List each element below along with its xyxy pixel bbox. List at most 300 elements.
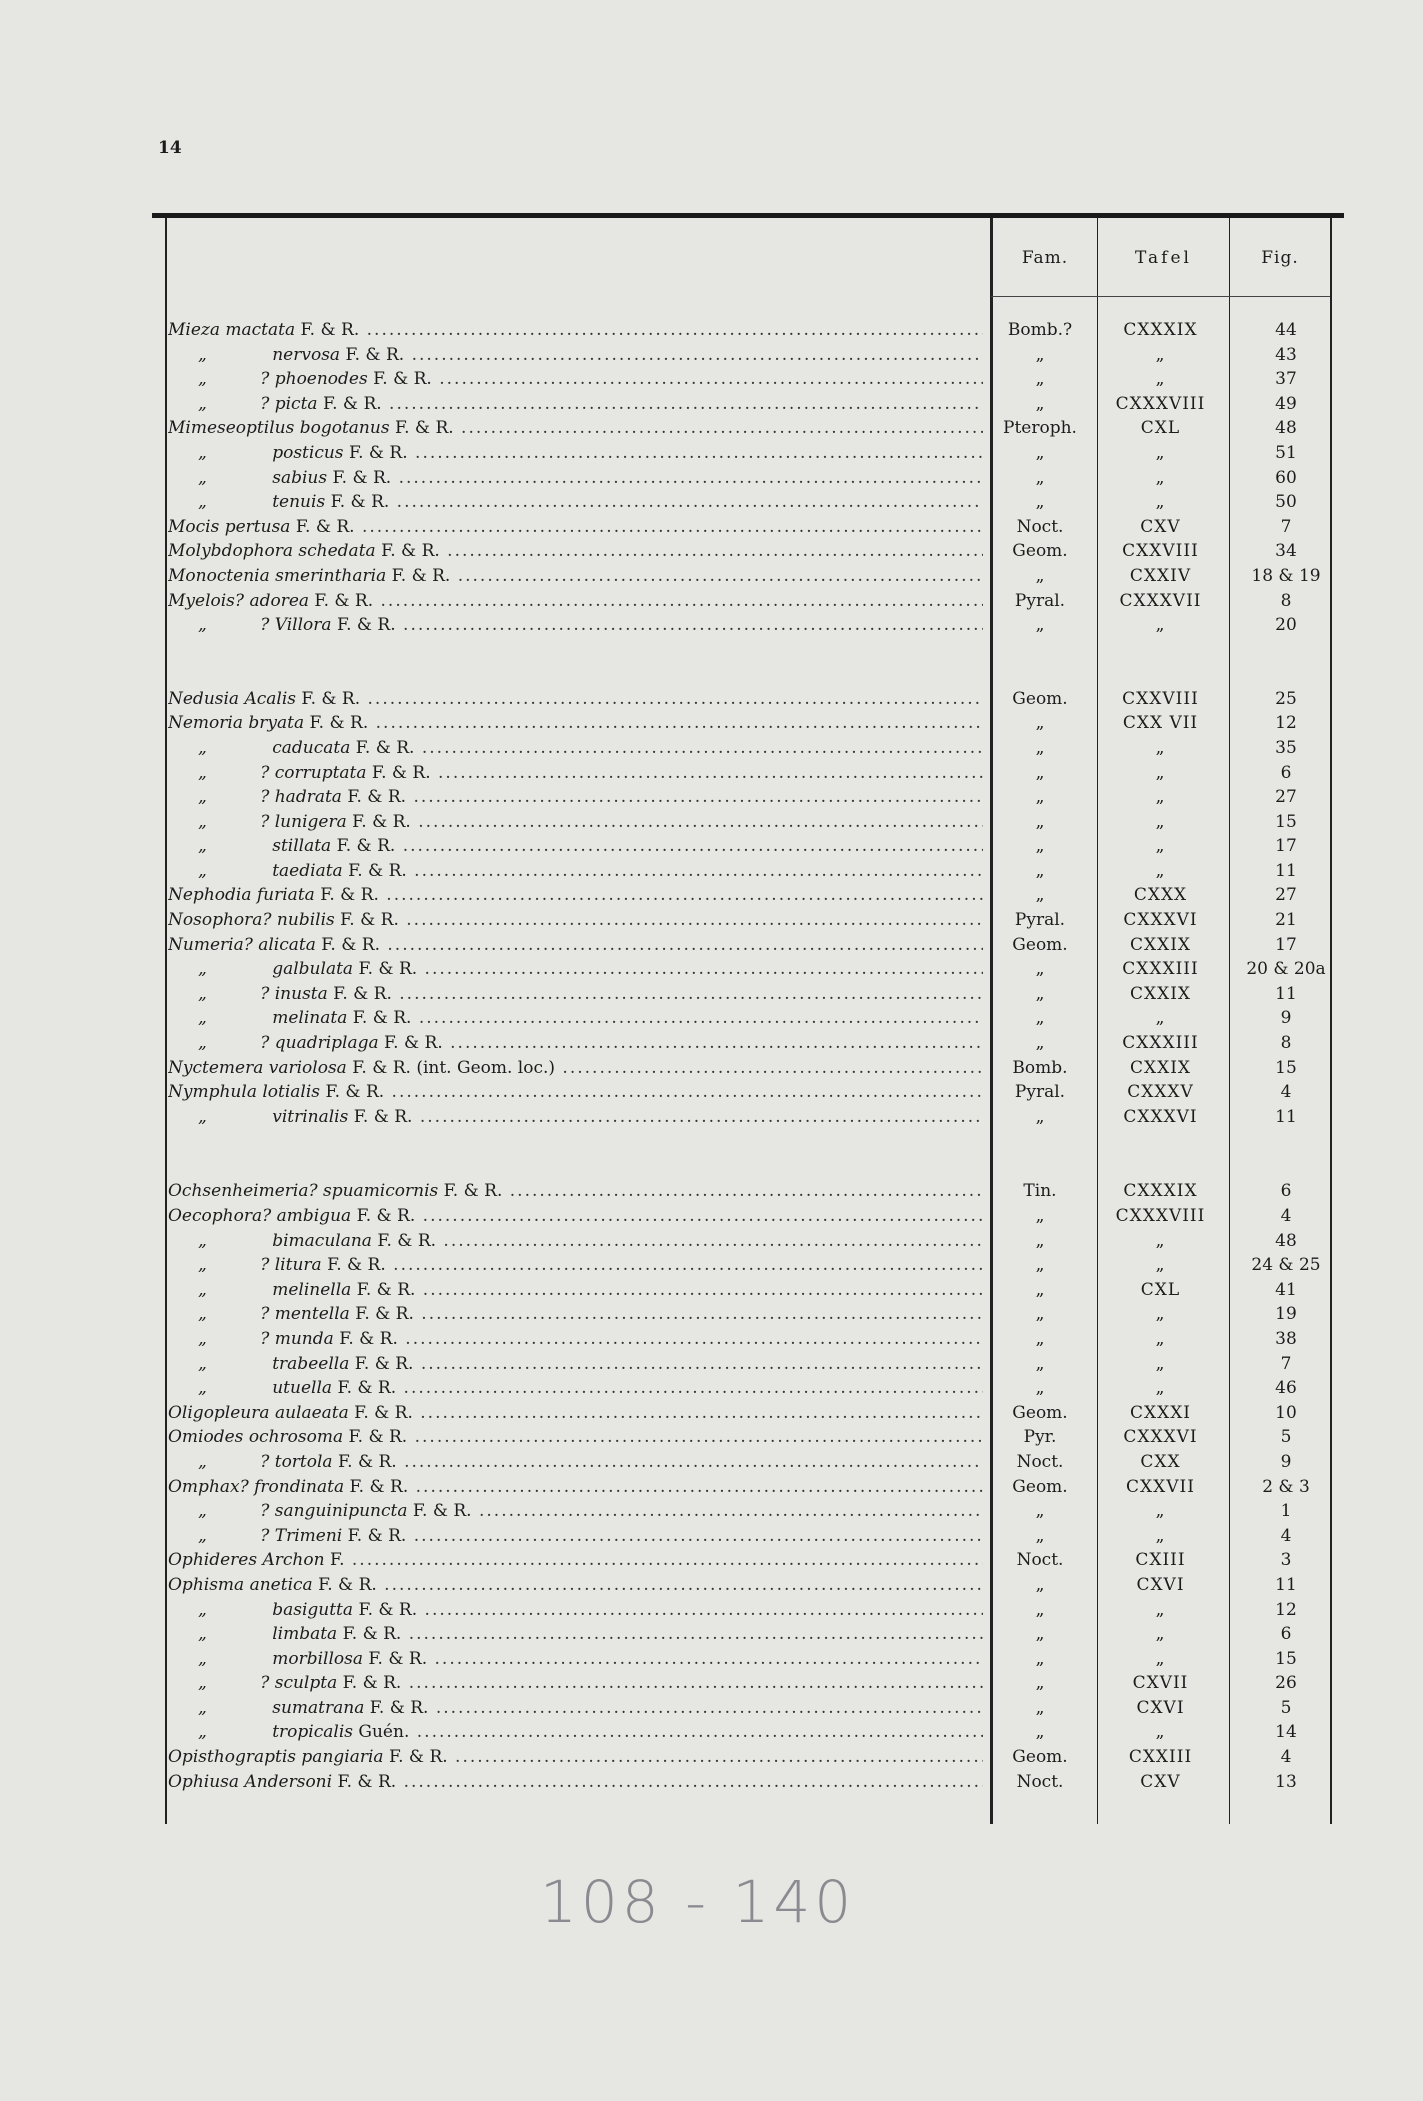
species-name: [168, 1031, 983, 1056]
top-rule: [152, 213, 1344, 218]
tafel: „: [1155, 860, 1166, 881]
tafel: CXXIV: [1129, 565, 1192, 586]
author: F. & R.: [339, 1328, 398, 1349]
species: anetica: [249, 1574, 313, 1595]
tafel: „: [1155, 1353, 1166, 1374]
author: F. & R.: [354, 1353, 414, 1374]
species-name: [168, 564, 983, 589]
handwritten-note: 108 - 140: [540, 1868, 856, 1936]
species: ? sculpta: [260, 1673, 338, 1694]
figure: 9: [1280, 1451, 1292, 1472]
species-name: [168, 834, 983, 859]
tafel: „: [1155, 467, 1166, 488]
genus: „: [198, 983, 207, 1004]
genus: „: [198, 1328, 207, 1349]
figure: 5: [1280, 1697, 1292, 1718]
figure: 27: [1275, 885, 1297, 906]
tafel: CXXXVIII: [1115, 393, 1206, 414]
species-name: [168, 957, 983, 982]
tafel: „: [1155, 762, 1166, 783]
table-row: [168, 1475, 1328, 1500]
figure: 15: [1275, 811, 1297, 832]
tafel: CXXIX: [1129, 934, 1192, 955]
family: Bomb.: [1012, 1057, 1068, 1078]
table-row: [168, 613, 1328, 638]
tafel: CXXXIX: [1123, 320, 1198, 340]
family: „: [1035, 811, 1045, 832]
figure: 11: [1275, 860, 1297, 881]
family: „: [1035, 1255, 1045, 1276]
figure: 34: [1275, 541, 1297, 562]
family: „: [1035, 983, 1045, 1004]
author: F. & R.: [356, 1279, 416, 1300]
species: variolosa: [268, 1057, 347, 1078]
tafel: CXVII: [1132, 1673, 1189, 1694]
genus: Opisthograptis: [168, 1747, 297, 1768]
author: F. & R.: [358, 959, 418, 980]
species-name: [168, 490, 983, 515]
table-row: [168, 687, 1328, 712]
table-row: [168, 367, 1328, 392]
author: F. & R.: [377, 1230, 437, 1251]
table-row: [168, 711, 1328, 736]
species: mactata: [225, 320, 296, 340]
table-row: [168, 736, 1328, 761]
author: F. & R.: [340, 910, 399, 931]
species-name: [168, 711, 983, 736]
species-name: [168, 736, 983, 761]
species: limbata: [272, 1624, 338, 1645]
genus: „: [198, 393, 207, 414]
author: F. & R.: [368, 1648, 428, 1669]
family: Noct.: [1016, 1451, 1064, 1472]
author: F. & R.: [388, 1747, 448, 1768]
table-row: [168, 1450, 1328, 1475]
header-fam: Fam.: [1021, 248, 1069, 268]
genus: „: [198, 442, 207, 463]
family: „: [1035, 492, 1045, 513]
family: Geom.: [1012, 688, 1068, 709]
family: Geom.: [1012, 1747, 1068, 1768]
table-row: [168, 1327, 1328, 1352]
figure: 12: [1275, 713, 1297, 734]
genus: Nyctemera: [168, 1057, 264, 1078]
species: posticus: [272, 442, 344, 463]
table-row: [168, 1376, 1328, 1401]
genus: „: [198, 1722, 207, 1743]
table-row: [168, 982, 1328, 1007]
table-row: [168, 1105, 1328, 1130]
family: „: [1035, 1230, 1045, 1251]
author: F. & R. (int. Geom. loc.): [352, 1057, 556, 1078]
figure: 11: [1275, 1106, 1297, 1127]
figure: 43: [1275, 344, 1297, 365]
family: Pyral.: [1014, 590, 1066, 611]
table-row: [168, 441, 1328, 466]
species-name: [168, 1598, 983, 1623]
family: „: [1035, 1008, 1045, 1029]
tafel: CXV: [1140, 1771, 1181, 1792]
author: F. & R.: [325, 1082, 385, 1103]
species-name: [168, 343, 983, 368]
figure: 51: [1275, 442, 1297, 463]
table-row: [168, 1425, 1328, 1450]
family: „: [1035, 615, 1045, 636]
table-row: [168, 883, 1328, 908]
figure: 19: [1275, 1304, 1297, 1325]
table-row: [168, 392, 1328, 417]
table-row: [168, 589, 1328, 614]
genus: Nymphula: [168, 1082, 257, 1103]
figure: 6: [1280, 1624, 1292, 1645]
tafel: CXXXIX: [1123, 1181, 1198, 1202]
species: bryata: [248, 713, 305, 734]
family: Pteroph.: [1003, 418, 1077, 439]
table-row: [168, 1770, 1328, 1795]
figure: 46: [1275, 1378, 1297, 1399]
author: F. & R.: [373, 369, 432, 390]
genus: Oligopleura: [168, 1402, 270, 1423]
family: „: [1035, 1624, 1045, 1645]
figure: 20: [1275, 615, 1297, 636]
figure: 8: [1280, 590, 1292, 611]
table-row: [168, 1302, 1328, 1327]
figure: 15: [1275, 1057, 1297, 1078]
species-name: [168, 1302, 983, 1327]
species-name: [168, 1696, 983, 1721]
species: vitrinalis: [272, 1106, 349, 1127]
species: ? quadriplaga: [260, 1033, 379, 1054]
tafel: „: [1155, 737, 1166, 758]
author: F. & R.: [355, 737, 415, 758]
figure: 20 & 20a: [1246, 959, 1326, 980]
species: tenuis: [272, 492, 326, 513]
table-row: [168, 957, 1328, 982]
family: Noct.: [1016, 1550, 1064, 1571]
species: utuella: [272, 1378, 333, 1399]
species-name: [168, 1352, 983, 1377]
species-name: [168, 1720, 983, 1745]
species: ? phoenodes: [260, 369, 368, 390]
genus: Nosophora?: [168, 910, 272, 931]
genus: „: [198, 492, 207, 513]
species: furiata: [256, 885, 315, 906]
species-name: [168, 392, 983, 417]
species: ochrosoma: [248, 1427, 344, 1448]
figure: 41: [1275, 1279, 1297, 1300]
table-row: [168, 1179, 1328, 1204]
family: „: [1035, 1328, 1045, 1349]
figure: 60: [1275, 467, 1297, 488]
species-name: [168, 1376, 983, 1401]
species: lotialis: [262, 1082, 321, 1103]
figure: 11: [1275, 1574, 1297, 1595]
species: Acalis: [244, 688, 297, 709]
species-name: [168, 441, 983, 466]
species-name: [168, 1179, 983, 1204]
table-row: [168, 1598, 1328, 1623]
species-name: [168, 1499, 983, 1524]
genus: Nedusia: [168, 688, 240, 709]
family: Pyral.: [1014, 910, 1066, 931]
tafel: CXX: [1140, 1451, 1181, 1472]
species: ? tortola: [260, 1451, 333, 1472]
table-row: [168, 1548, 1328, 1573]
genus: „: [198, 1378, 207, 1399]
genus: Numeria?: [168, 934, 253, 955]
family: „: [1035, 1722, 1045, 1743]
author: F. & R.: [345, 344, 405, 365]
genus: „: [198, 369, 207, 390]
species-name: [168, 466, 983, 491]
family: „: [1035, 762, 1045, 783]
genus: „: [198, 1624, 207, 1645]
author: F. & R.: [336, 836, 396, 857]
genus: Ophiusa: [168, 1771, 240, 1792]
tafel: „: [1155, 1624, 1166, 1645]
tafel: „: [1155, 1378, 1166, 1399]
genus: „: [198, 1525, 207, 1546]
species-name: [168, 1278, 983, 1303]
group-spacer: [168, 1129, 1328, 1179]
tafel: „: [1155, 787, 1166, 808]
table-row: [168, 515, 1328, 540]
table-row: [168, 1204, 1328, 1229]
family: „: [1035, 860, 1045, 881]
family: „: [1035, 1673, 1045, 1694]
figure: 12: [1275, 1599, 1297, 1620]
species-name: [168, 1475, 983, 1500]
table-row: [168, 1622, 1328, 1647]
figure: 35: [1275, 737, 1297, 758]
figure: 48: [1275, 418, 1297, 439]
author: F. & R.: [301, 688, 361, 709]
author: F. & R.: [322, 393, 382, 414]
family: „: [1035, 1378, 1045, 1399]
table-row: [168, 1745, 1328, 1770]
species-name: [168, 1204, 983, 1229]
tafel: „: [1155, 1255, 1166, 1276]
genus: „: [198, 959, 207, 980]
table-row: [168, 1499, 1328, 1524]
genus: „: [198, 787, 207, 808]
genus: „: [198, 1599, 207, 1620]
figure: 9: [1280, 1008, 1292, 1029]
author: F. & R.: [349, 1476, 409, 1497]
author: F. & R.: [318, 1574, 377, 1595]
family: „: [1035, 442, 1045, 463]
species: ? Trimeni: [260, 1525, 343, 1546]
genus: „: [198, 467, 207, 488]
species: taediata: [272, 860, 343, 881]
species: ? lunigera: [260, 811, 347, 832]
table-row: [168, 834, 1328, 859]
family: „: [1035, 1304, 1045, 1325]
genus: Oecophora?: [168, 1206, 272, 1226]
species-name: [168, 1573, 983, 1598]
table-row: [168, 343, 1328, 368]
tafel: „: [1155, 1722, 1166, 1743]
figure: 6: [1280, 762, 1292, 783]
author: F. & R.: [394, 418, 454, 439]
species: bimaculana: [272, 1230, 372, 1251]
family: „: [1035, 467, 1045, 488]
figure: 17: [1275, 836, 1297, 857]
figure: 3: [1280, 1550, 1292, 1571]
species-name: [168, 908, 983, 933]
page-number: 14: [158, 138, 182, 158]
table-row: [168, 416, 1328, 441]
author: F. & R.: [337, 1771, 397, 1792]
author: F. & R.: [309, 713, 369, 734]
author: F. & R.: [342, 1673, 402, 1694]
species: ? mentella: [260, 1304, 350, 1325]
species-name: [168, 1425, 983, 1450]
table-row: [168, 539, 1328, 564]
species: alicata: [258, 934, 316, 955]
family: Bomb.?: [1007, 320, 1073, 340]
author: F. & R.: [348, 1427, 408, 1448]
family: „: [1035, 369, 1045, 390]
figure: 24 & 25: [1251, 1255, 1321, 1276]
figure: 17: [1275, 934, 1297, 955]
species: ? sanguinipuncta: [260, 1501, 408, 1522]
species-name: [168, 1229, 983, 1254]
species-name: [168, 1006, 983, 1031]
figure: 13: [1275, 1771, 1297, 1792]
species-name: [168, 318, 983, 343]
family: „: [1035, 959, 1045, 980]
genus: „: [198, 1501, 207, 1522]
species-name: [168, 1080, 983, 1105]
genus: Ochsenheimeria?: [168, 1181, 318, 1202]
tafel: „: [1155, 1501, 1166, 1522]
family: Geom.: [1012, 1476, 1068, 1497]
tafel: CXVI: [1136, 1574, 1185, 1595]
figure: 2 & 3: [1262, 1476, 1310, 1497]
family: „: [1035, 1574, 1045, 1595]
author: F. & R.: [356, 1206, 416, 1226]
genus: Nephodia: [168, 885, 252, 906]
header-underline: [991, 296, 1330, 297]
species-name: [168, 810, 983, 835]
table-row: [168, 564, 1328, 589]
species-name: [168, 1770, 983, 1795]
family: „: [1035, 713, 1045, 734]
genus: Mieza: [168, 320, 220, 340]
figure: 6: [1280, 1181, 1292, 1202]
species: schedata: [298, 541, 376, 562]
tafel: „: [1155, 1008, 1166, 1029]
species-name: [168, 1327, 983, 1352]
species: ? litura: [260, 1255, 322, 1276]
table-row: [168, 1031, 1328, 1056]
figure: 7: [1280, 516, 1292, 537]
genus: „: [198, 1008, 207, 1029]
genus: „: [198, 1255, 207, 1276]
family: „: [1035, 1206, 1045, 1226]
family: Pyral.: [1014, 1082, 1066, 1103]
tafel: CXXXVI: [1123, 1427, 1198, 1448]
species-name: [168, 367, 983, 392]
species: ? munda: [260, 1328, 334, 1349]
tafel: „: [1155, 344, 1166, 365]
family: „: [1035, 344, 1045, 365]
author: F. & R.: [337, 1451, 397, 1472]
tafel: CXXXIII: [1122, 959, 1199, 980]
author: F. & R.: [295, 516, 355, 537]
author: F. & R.: [314, 590, 374, 611]
species-name: [168, 1745, 983, 1770]
tafel: CXXIX: [1129, 983, 1192, 1004]
figure: 25: [1275, 688, 1297, 709]
genus: „: [198, 344, 207, 365]
family: „: [1035, 787, 1045, 808]
left-rule: [165, 218, 167, 1824]
figure: 4: [1280, 1747, 1292, 1768]
species: smerintharia: [275, 565, 387, 586]
species: ? corruptata: [260, 762, 367, 783]
author: F. & R.: [330, 492, 390, 513]
species-name: [168, 982, 983, 1007]
family: „: [1035, 836, 1045, 857]
table-row: [168, 466, 1328, 491]
species-name: [168, 539, 983, 564]
species-name: [168, 613, 983, 638]
author: F. & R.: [300, 320, 360, 340]
figure: 11: [1275, 983, 1297, 1004]
figure: 26: [1275, 1673, 1297, 1694]
tafel: CXXXI: [1129, 1402, 1192, 1423]
family: „: [1035, 1279, 1045, 1300]
table-row: [168, 1671, 1328, 1696]
table-row: [168, 1401, 1328, 1426]
family: Geom.: [1012, 934, 1068, 955]
family: „: [1035, 737, 1045, 758]
species: sumatrana: [272, 1697, 365, 1718]
tafel: „: [1155, 369, 1166, 390]
species: frondinata: [254, 1476, 345, 1497]
tafel: „: [1155, 1304, 1166, 1325]
genus: „: [198, 1353, 207, 1374]
genus: „: [198, 836, 207, 857]
species: morbillosa: [272, 1648, 363, 1669]
species-name: [168, 1056, 983, 1081]
figure: 37: [1275, 369, 1297, 390]
genus: Ophisma: [168, 1574, 245, 1595]
figure: 5: [1280, 1427, 1292, 1448]
species: basigutta: [272, 1599, 354, 1620]
author: F. & R.: [384, 1033, 443, 1054]
species-name: [168, 687, 983, 712]
figure: 44: [1275, 320, 1297, 340]
author: F. & R.: [354, 1402, 413, 1423]
genus: „: [198, 1279, 207, 1300]
author: F. & R.: [391, 565, 451, 586]
species: caducata: [272, 737, 351, 758]
table-row: [168, 908, 1328, 933]
table-row: [168, 1352, 1328, 1377]
tafel: CXVI: [1136, 1697, 1185, 1718]
genus: „: [198, 1230, 207, 1251]
index-table: [168, 318, 1328, 1794]
tafel: CXIII: [1135, 1550, 1186, 1571]
author: F. & R.: [348, 860, 407, 881]
tafel: CXL: [1140, 1279, 1181, 1300]
species: pertusa: [224, 516, 291, 537]
family: Noct.: [1016, 1771, 1064, 1792]
species-name: [168, 1105, 983, 1130]
